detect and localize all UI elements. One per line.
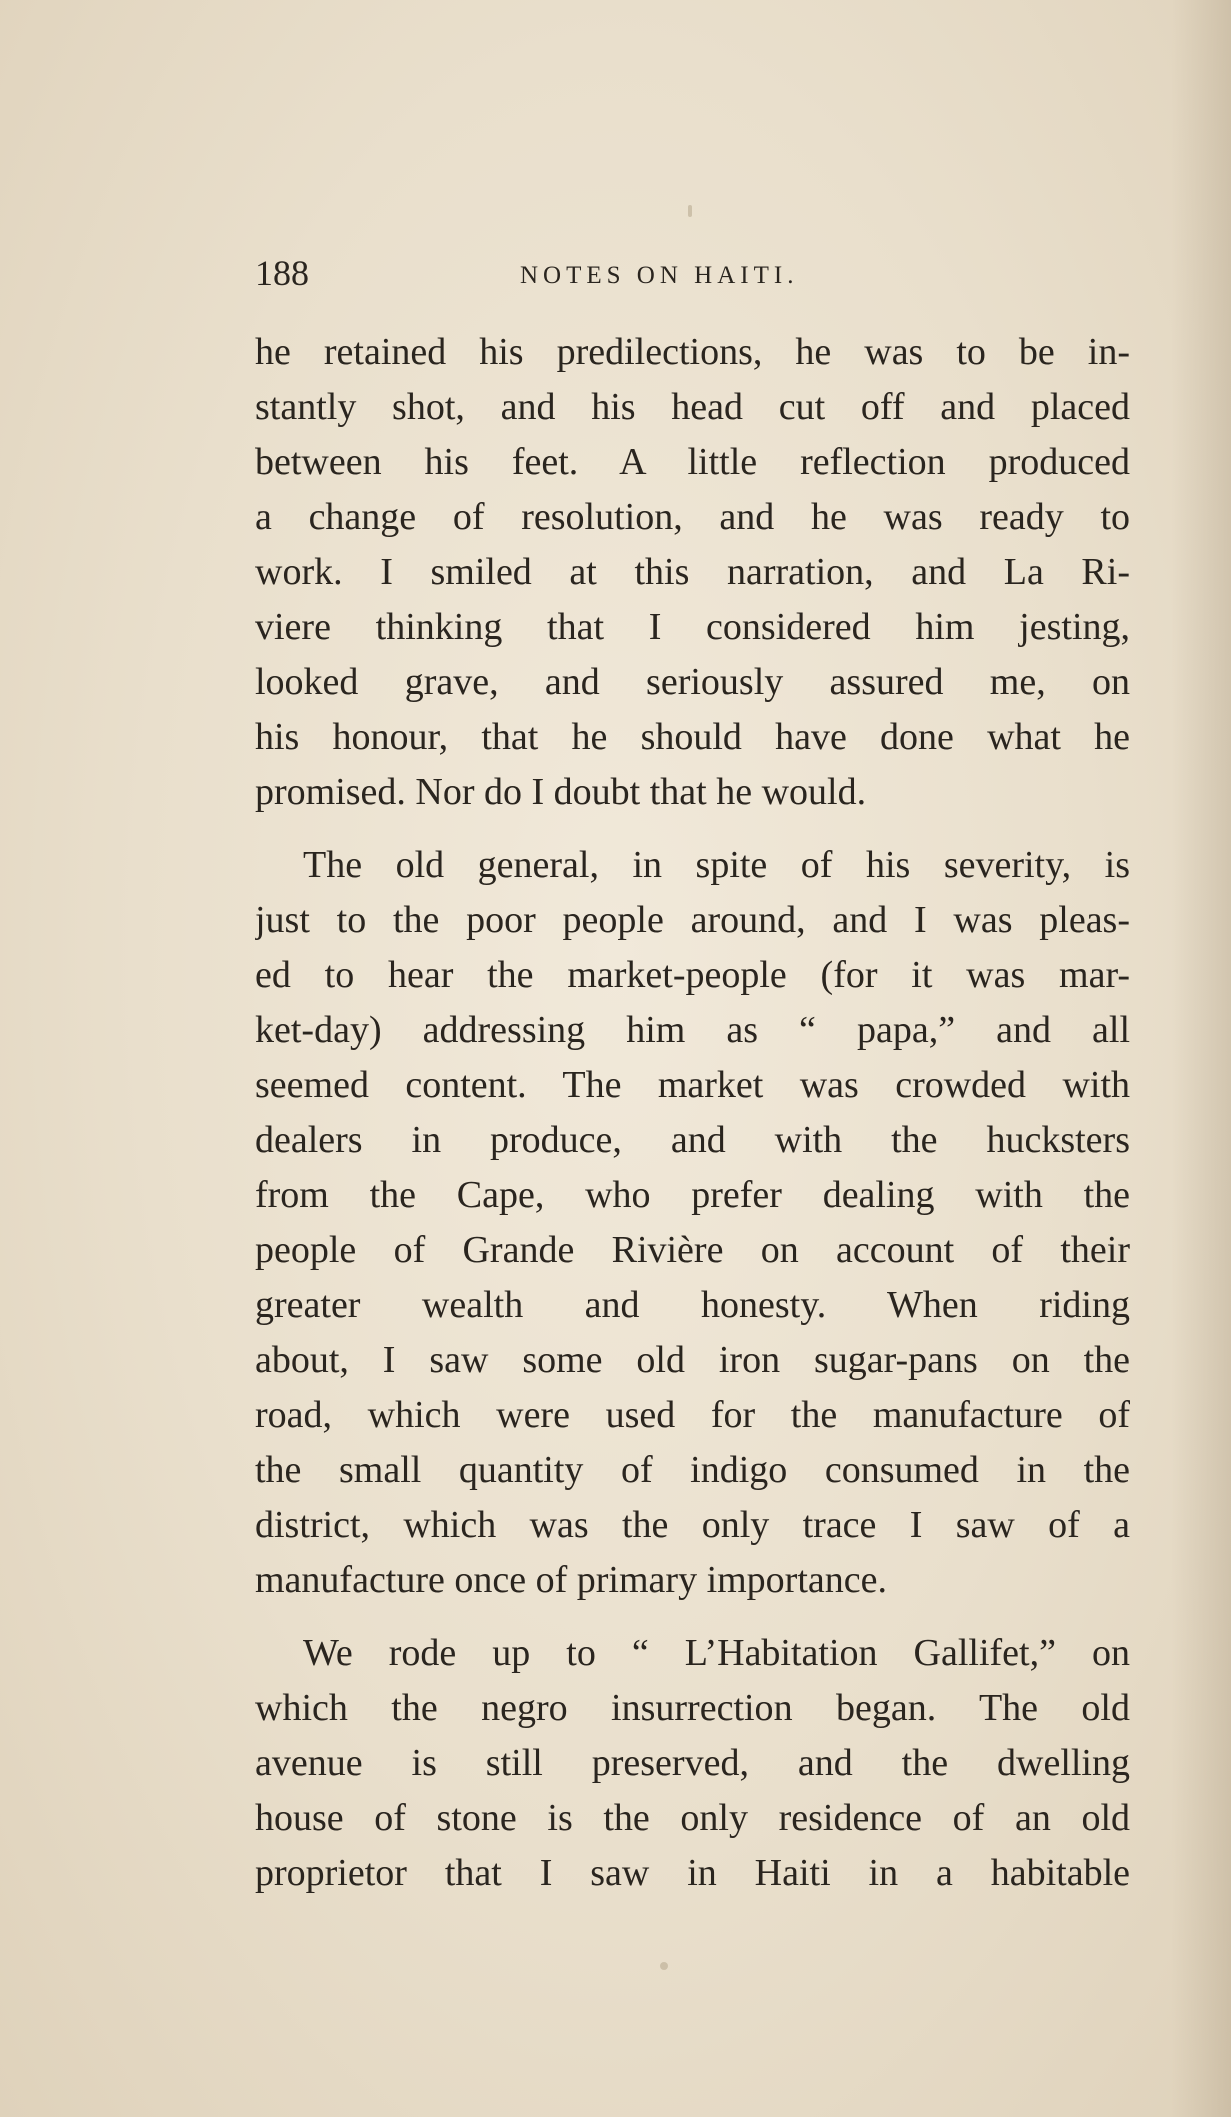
text-line: ed to hear the market-people (for it was mar- bbox=[255, 954, 1130, 996]
text-line: work. I smiled at this narration, and La Ri- bbox=[255, 551, 1130, 593]
text-line: his honour, that he should have done what he bbox=[255, 716, 1130, 758]
text-line: dealers in produce, and with the hucksters bbox=[255, 1119, 1130, 1161]
text-line: avenue is still preserved, and the dwelling bbox=[255, 1742, 1130, 1784]
page-edge-shadow bbox=[1171, 0, 1231, 2117]
page-header bbox=[255, 240, 1135, 300]
text-line: manufacture once of primary importance. bbox=[255, 1559, 887, 1601]
text-line: between his feet. A little reflection produced bbox=[255, 441, 1130, 483]
text-line: district, which was the only trace I saw of a bbox=[255, 1504, 1130, 1546]
text-line: greater wealth and honesty. When riding bbox=[255, 1284, 1130, 1326]
paper-speck bbox=[660, 1962, 668, 1970]
text-line: the small quantity of indigo consumed in the bbox=[255, 1449, 1130, 1491]
paragraph bbox=[255, 1626, 1130, 1901]
running-head: NOTES ON HAITI. bbox=[520, 262, 799, 289]
page-number: 188 bbox=[255, 253, 309, 293]
text-line: a change of resolution, and he was ready to bbox=[255, 496, 1130, 538]
text-line: just to the poor people around, and I was pleas- bbox=[255, 899, 1130, 941]
text-line: which the negro insurrection began. The old bbox=[255, 1687, 1130, 1729]
text-line: The old general, in spite of his severity, is bbox=[303, 844, 1130, 886]
text-line: looked grave, and seriously assured me, on bbox=[255, 661, 1130, 703]
text-line: about, I saw some old iron sugar-pans on the bbox=[255, 1339, 1130, 1381]
paper-speck bbox=[688, 205, 692, 217]
paragraph bbox=[255, 325, 1130, 820]
text-line: viere thinking that I considered him jesting, bbox=[255, 606, 1130, 648]
text-line: house of stone is the only residence of an old bbox=[255, 1797, 1130, 1839]
paragraph bbox=[255, 838, 1130, 1608]
text-line: stantly shot, and his head cut off and placed bbox=[255, 386, 1130, 428]
text-line: seemed content. The market was crowded with bbox=[255, 1064, 1130, 1106]
text-line: ket-day) addressing him as “ papa,” and all bbox=[255, 1009, 1130, 1051]
text-line: people of Grande Rivière on account of their bbox=[255, 1229, 1130, 1271]
text-line: road, which were used for the manufacture of bbox=[255, 1394, 1130, 1436]
text-line: from the Cape, who prefer dealing with the bbox=[255, 1174, 1130, 1216]
text-line: promised. Nor do I doubt that he would. bbox=[255, 771, 867, 813]
text-line: proprietor that I saw in Haiti in a habitable bbox=[255, 1852, 1130, 1894]
body-text bbox=[255, 325, 1130, 1901]
text-line: We rode up to “ L’Habitation Gallifet,” on bbox=[303, 1632, 1130, 1674]
text-line: he retained his predilections, he was to be in- bbox=[255, 331, 1130, 373]
